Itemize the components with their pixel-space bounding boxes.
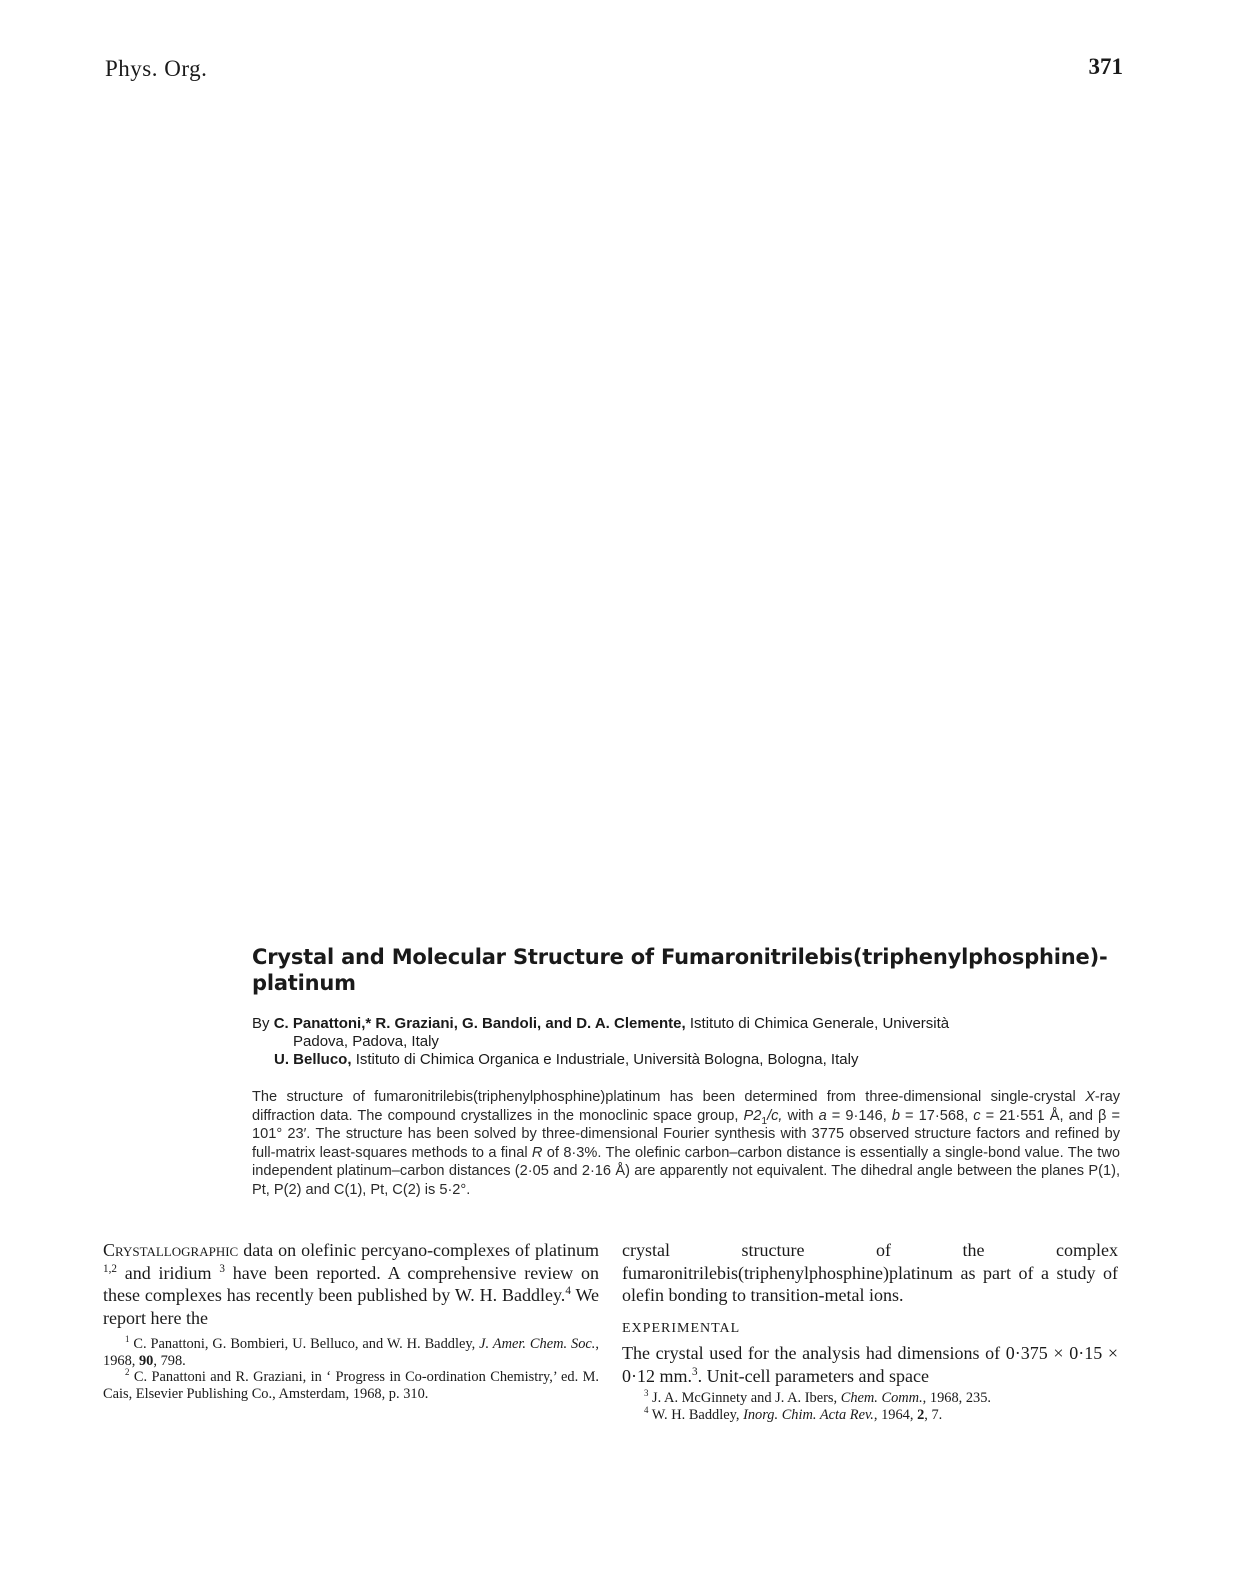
- experimental-paragraph: [622, 1342, 1118, 1387]
- footnote-text: C. Panattoni and R. Graziani, in ‘ Progress in Co-ordination Chemistry,’ ed. M. Cais, Elsevier Publishing Co., Amsterdam, 1968, p. 310.: [103, 1369, 599, 1402]
- footnote-3: [622, 1390, 1118, 1407]
- footnote-text: W. H. Baddley,: [648, 1406, 744, 1423]
- footnote-number: 3: [644, 1388, 649, 1399]
- author-line-3: [252, 1051, 1132, 1069]
- abstract-text: = 21·551 Å, and β = 101° 23′. The structure has been solved by three-dimensional Fourier synthesis with 3775 observed structure factors and refined by full-matrix least-squares methods to a final: [252, 1107, 1120, 1161]
- body-text: and iridium: [116, 1262, 220, 1283]
- article-title: Crystal and Molecular Structure of Fumaronitrilebis(triphenylphosphine)-platinum: [252, 945, 1108, 995]
- footnote-number: 2: [125, 1367, 130, 1378]
- abstract-text: with: [782, 1107, 819, 1124]
- footnotes-right: [622, 1390, 1118, 1423]
- abstract-x-var: X: [1085, 1089, 1095, 1105]
- citation-ref: 1,2: [103, 1262, 117, 1275]
- space-group-suffix: /c,: [767, 1107, 783, 1124]
- space-group-subscript: 1: [761, 1115, 768, 1127]
- footnote-text: , 7.: [924, 1406, 943, 1423]
- citation-ref: 3: [219, 1262, 225, 1275]
- r-factor-var: R: [531, 1144, 543, 1161]
- body-text: have been reported. A comprehensive review on these complexes has recently been published by W. H. Baddley.: [103, 1262, 599, 1305]
- footnote-number: 1: [125, 1334, 130, 1345]
- page-number: 371: [1088, 54, 1123, 79]
- footnote-text: , 1968, 235.: [922, 1390, 992, 1406]
- affiliation-1a: Istituto di Chimica Generale, Università: [689, 1015, 950, 1032]
- cell-a-value: = 9·146,: [826, 1107, 892, 1124]
- author-line-2: [252, 1033, 1132, 1051]
- footnote-2: [103, 1369, 599, 1402]
- footnote-text: , 1968,: [103, 1336, 599, 1369]
- body-paragraph-2: crystal structure of the complex fumaronitrilebis(triphenylphosphine)platinum as part of a study of olefin bonding to transition-metal ions.: [622, 1240, 1118, 1305]
- cell-b-var: b: [891, 1107, 900, 1124]
- body-text: The crystal used for the analysis had dimensions of 0·375 × 0·15 × 0·12 mm.: [622, 1343, 1118, 1386]
- author-block: [252, 1015, 1132, 1069]
- affiliation-2: Istituto di Chimica Organica e Industriale, Università Bologna, Bologna, Italy: [355, 1051, 859, 1068]
- footnote-1: [103, 1336, 599, 1369]
- cell-b-value: = 17·568,: [899, 1107, 974, 1124]
- citation-ref: 3: [692, 1365, 698, 1378]
- abstract: [252, 1088, 1120, 1200]
- body-column-left: [103, 1239, 599, 1402]
- running-head: Phys. Org.: [105, 56, 208, 81]
- footnotes-left: [103, 1336, 599, 1402]
- author-line-1: [252, 1015, 1132, 1033]
- journal-name: J. Amer. Chem. Soc.: [479, 1336, 596, 1352]
- journal-name: Chem. Comm.: [840, 1390, 923, 1406]
- footnote-number: 4: [644, 1404, 649, 1415]
- cell-c-var: c: [973, 1107, 981, 1124]
- space-group: P2: [743, 1107, 762, 1124]
- footnote-text: , 1964,: [873, 1406, 918, 1423]
- by-label: By: [252, 1015, 270, 1032]
- body-paragraph-1: [103, 1239, 599, 1329]
- body-column-right: [622, 1239, 1118, 1423]
- author-names-group-2: U. Belluco,: [274, 1051, 352, 1068]
- volume: 90: [138, 1352, 154, 1369]
- body-text: data on olefinic percyano-complexes of platinum: [238, 1240, 599, 1260]
- footnote-text: J. A. McGinnety and J. A. Ibers,: [648, 1390, 841, 1406]
- lead-word: Crystallographic: [103, 1240, 239, 1260]
- citation-ref: 4: [565, 1285, 571, 1297]
- footnote-text: C. Panattoni, G. Bombieri, U. Belluco, and W. H. Baddley,: [129, 1336, 480, 1352]
- cell-a-var: a: [818, 1107, 827, 1124]
- footnote-4: [622, 1404, 1118, 1424]
- author-names-group-1: C. Panattoni,* R. Graziani, G. Bandoli, and D. A. Clemente,: [273, 1015, 686, 1032]
- body-text: . Unit-cell parameters and space: [697, 1365, 929, 1386]
- journal-name: Inorg. Chim. Acta Rev.: [743, 1406, 874, 1423]
- body-text: We report here the: [103, 1285, 600, 1328]
- affiliation-1b: Padova, Padova, Italy: [293, 1033, 439, 1050]
- volume: 2: [917, 1406, 925, 1423]
- section-heading-experimental: EXPERIMENTAL: [622, 1320, 741, 1336]
- abstract-text: of 8·3%. The olefinic carbon–carbon distance is essentially a single-bond value. The two independent platinum–carbon distances (2·05 and 2·16 Å) are apparently not equivalent. The dihedral angle between the planes P(1), Pt, P(2) and C(1), Pt, C(2) is 5·2°.: [252, 1144, 1120, 1198]
- abstract-text: The structure of fumaronitrilebis(triphenylphosphine)platinum has been determined from three-dimensional single-crystal: [252, 1089, 1086, 1105]
- footnote-text: , 798.: [153, 1352, 186, 1369]
- abstract-text: -ray diffraction data. The compound crystallizes in the monoclinic space group,: [252, 1089, 1120, 1124]
